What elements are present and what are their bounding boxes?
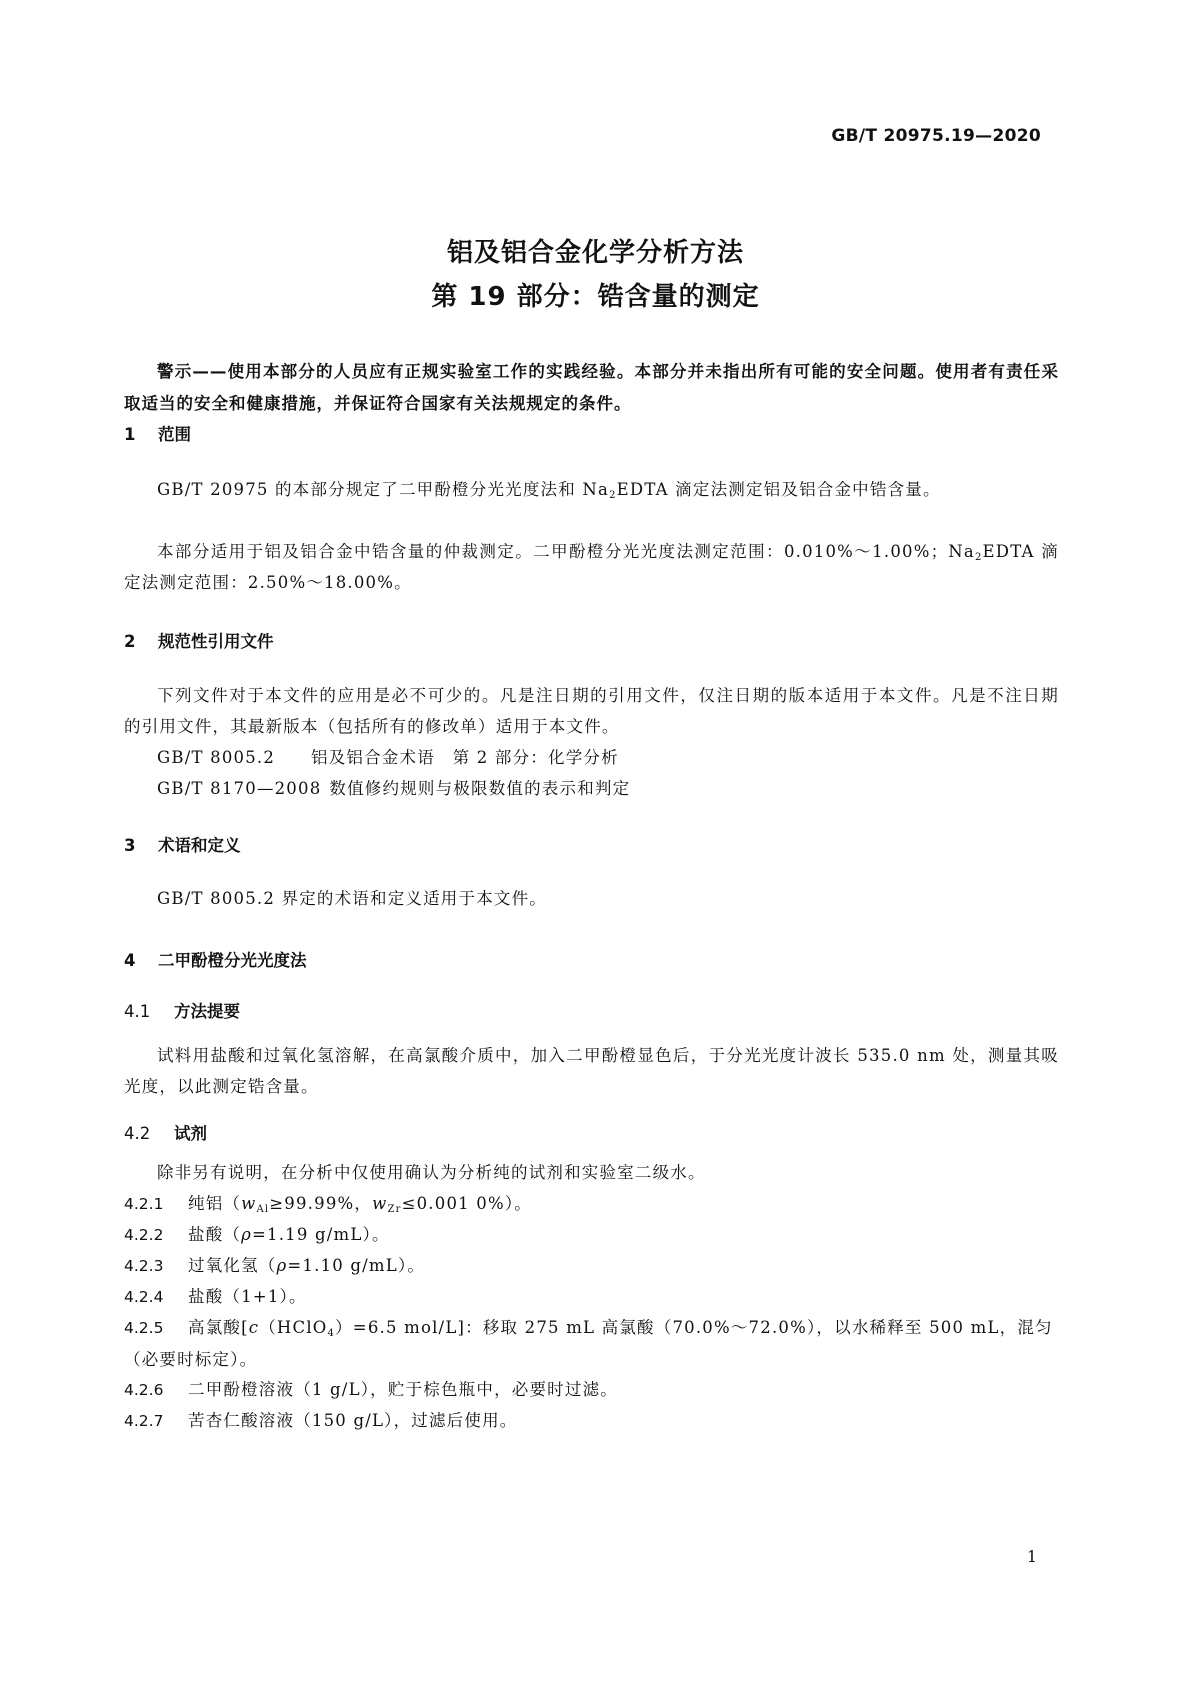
method-summary-paragraph: 试料用盐酸和过氧化氢溶解，在高氯酸介质中，加入二甲酚橙显色后，于分光光度计波长 535.0 nm 处，测量其吸光度，以此测定锆含量。 [124,1046,1059,1096]
symbol: w [241,1194,257,1213]
reagent-item [124,1188,1059,1220]
subscript: Zr [387,1204,402,1215]
subscript: Al [256,1204,270,1215]
section-2-heading [124,628,274,652]
references-paragraph: 下列文件对于本文件的应用是必不可少的。凡是注日期的引用文件，仅注日期的版本适用于本文件。凡是不注日期的引用文件，其最新版本（包括所有的修改单）适用于本文件。 [124,686,1059,736]
scope-paragraph-2 [124,536,1059,598]
item-number: 4.2.3 [124,1257,164,1275]
text-run: ）=6.5 mol/L]：移取 275 mL 高氯酸（70.0%～72.0%），以水稀释至 500 mL，混匀（必要时标定）。 [124,1318,1053,1369]
text-run: EDTA 滴定法测定铝及铝合金中锆含量。 [616,480,941,499]
item-number: 4.2.7 [124,1412,164,1430]
subsection-number: 4.1 [124,1002,151,1021]
section-number: 1 [124,425,136,444]
subsection-4-2-heading [124,1120,207,1144]
section-4-heading [124,947,307,971]
subsection-number: 4.2 [124,1124,151,1143]
reference-title: 铝及铝合金术语 第 2 部分：化学分析 [311,748,619,767]
symbol: ρ [276,1256,288,1275]
text-run: =1.19 g/mL）。 [252,1225,390,1244]
text-run: 二甲酚橙溶液（1 g/L），贮于棕色瓶中，必要时过滤。 [188,1380,618,1399]
scope-paragraph-1 [124,474,1059,505]
reagents-intro: 除非另有说明，在分析中仅使用确认为分析纯的试剂和实验室二级水。 [157,1163,706,1182]
section-3-heading [124,832,241,856]
text-run: EDTA 滴定法测定范围：2.50%～18.00%。 [124,542,1059,592]
text-run: 苦杏仁酸溶液（150 g/L），过滤后使用。 [188,1411,518,1430]
text-run: 纯铝（ [188,1194,242,1213]
item-number: 4.2.1 [124,1195,164,1213]
text-run: GB/T 20975 的本部分规定了二甲酚橙分光光度法和 Na [157,480,610,499]
text-run: =1.10 g/mL）。 [287,1256,426,1275]
item-number: 4.2.2 [124,1226,164,1244]
section-number: 4 [124,951,136,970]
reference-code: GB/T 8170—2008 [157,779,322,798]
item-number: 4.2.4 [124,1288,164,1306]
text-run: 本部分适用于铝及铝合金中锆含量的仲裁测定。二甲酚橙分光光度法测定范围：0.010%～1.00%；Na [157,542,975,561]
text-run: （HClO [259,1318,328,1337]
symbol: c [248,1318,260,1337]
reagent-item [124,1219,1059,1251]
document-subtitle: 第 19 部分：锆含量的测定 [431,282,760,312]
section-1-heading [124,421,191,445]
subscript: 2 [609,490,617,501]
subsection-4-1-heading [124,998,240,1022]
terms-paragraph: GB/T 8005.2 界定的术语和定义适用于本文件。 [157,889,547,908]
item-number: 4.2.6 [124,1381,164,1399]
section-title: 规范性引用文件 [158,632,274,651]
reference-item [124,742,1092,773]
reagent-item [124,1250,1059,1282]
symbol: ρ [241,1225,253,1244]
document-title: 铝及铝合金化学分析方法 [446,238,744,268]
text-run: ≤0.001 0%）。 [401,1194,533,1213]
reagent-item [124,1281,1059,1313]
subscript: 2 [974,552,983,563]
page-number: 1 [1026,1547,1037,1566]
reference-title: 数值修约规则与极限数值的表示和判定 [329,779,631,798]
text-run: 盐酸（1+1）。 [188,1287,307,1306]
text-run: ≥99.99%， [269,1194,373,1213]
standard-code: GB/T 20975.19—2020 [831,126,1041,146]
section-number: 2 [124,632,136,651]
text-run: 盐酸（ [188,1225,242,1244]
text-run: 过氧化氢（ [188,1256,277,1275]
section-title: 二甲酚橙分光光度法 [158,951,307,970]
reference-item [124,773,1092,804]
subscript: 4 [327,1328,336,1339]
reagent-item [124,1405,1059,1437]
reagent-item [124,1312,1059,1375]
text-run: 高氯酸[ [188,1318,249,1337]
section-number: 3 [124,836,136,855]
symbol: w [372,1194,388,1213]
subsection-title: 方法提要 [174,1002,240,1021]
warning-paragraph: 警示——使用本部分的人员应有正规实验室工作的实践经验。本部分并未指出所有可能的安全问题。使用者有责任采取适当的安全和健康措施，并保证符合国家有关法规规定的条件。 [124,362,1059,413]
item-number: 4.2.5 [124,1319,164,1337]
section-title: 范围 [158,425,191,444]
reference-code: GB/T 8005.2 [157,748,276,767]
reagent-item [124,1374,1059,1406]
subsection-title: 试剂 [174,1124,207,1143]
section-title: 术语和定义 [158,836,241,855]
